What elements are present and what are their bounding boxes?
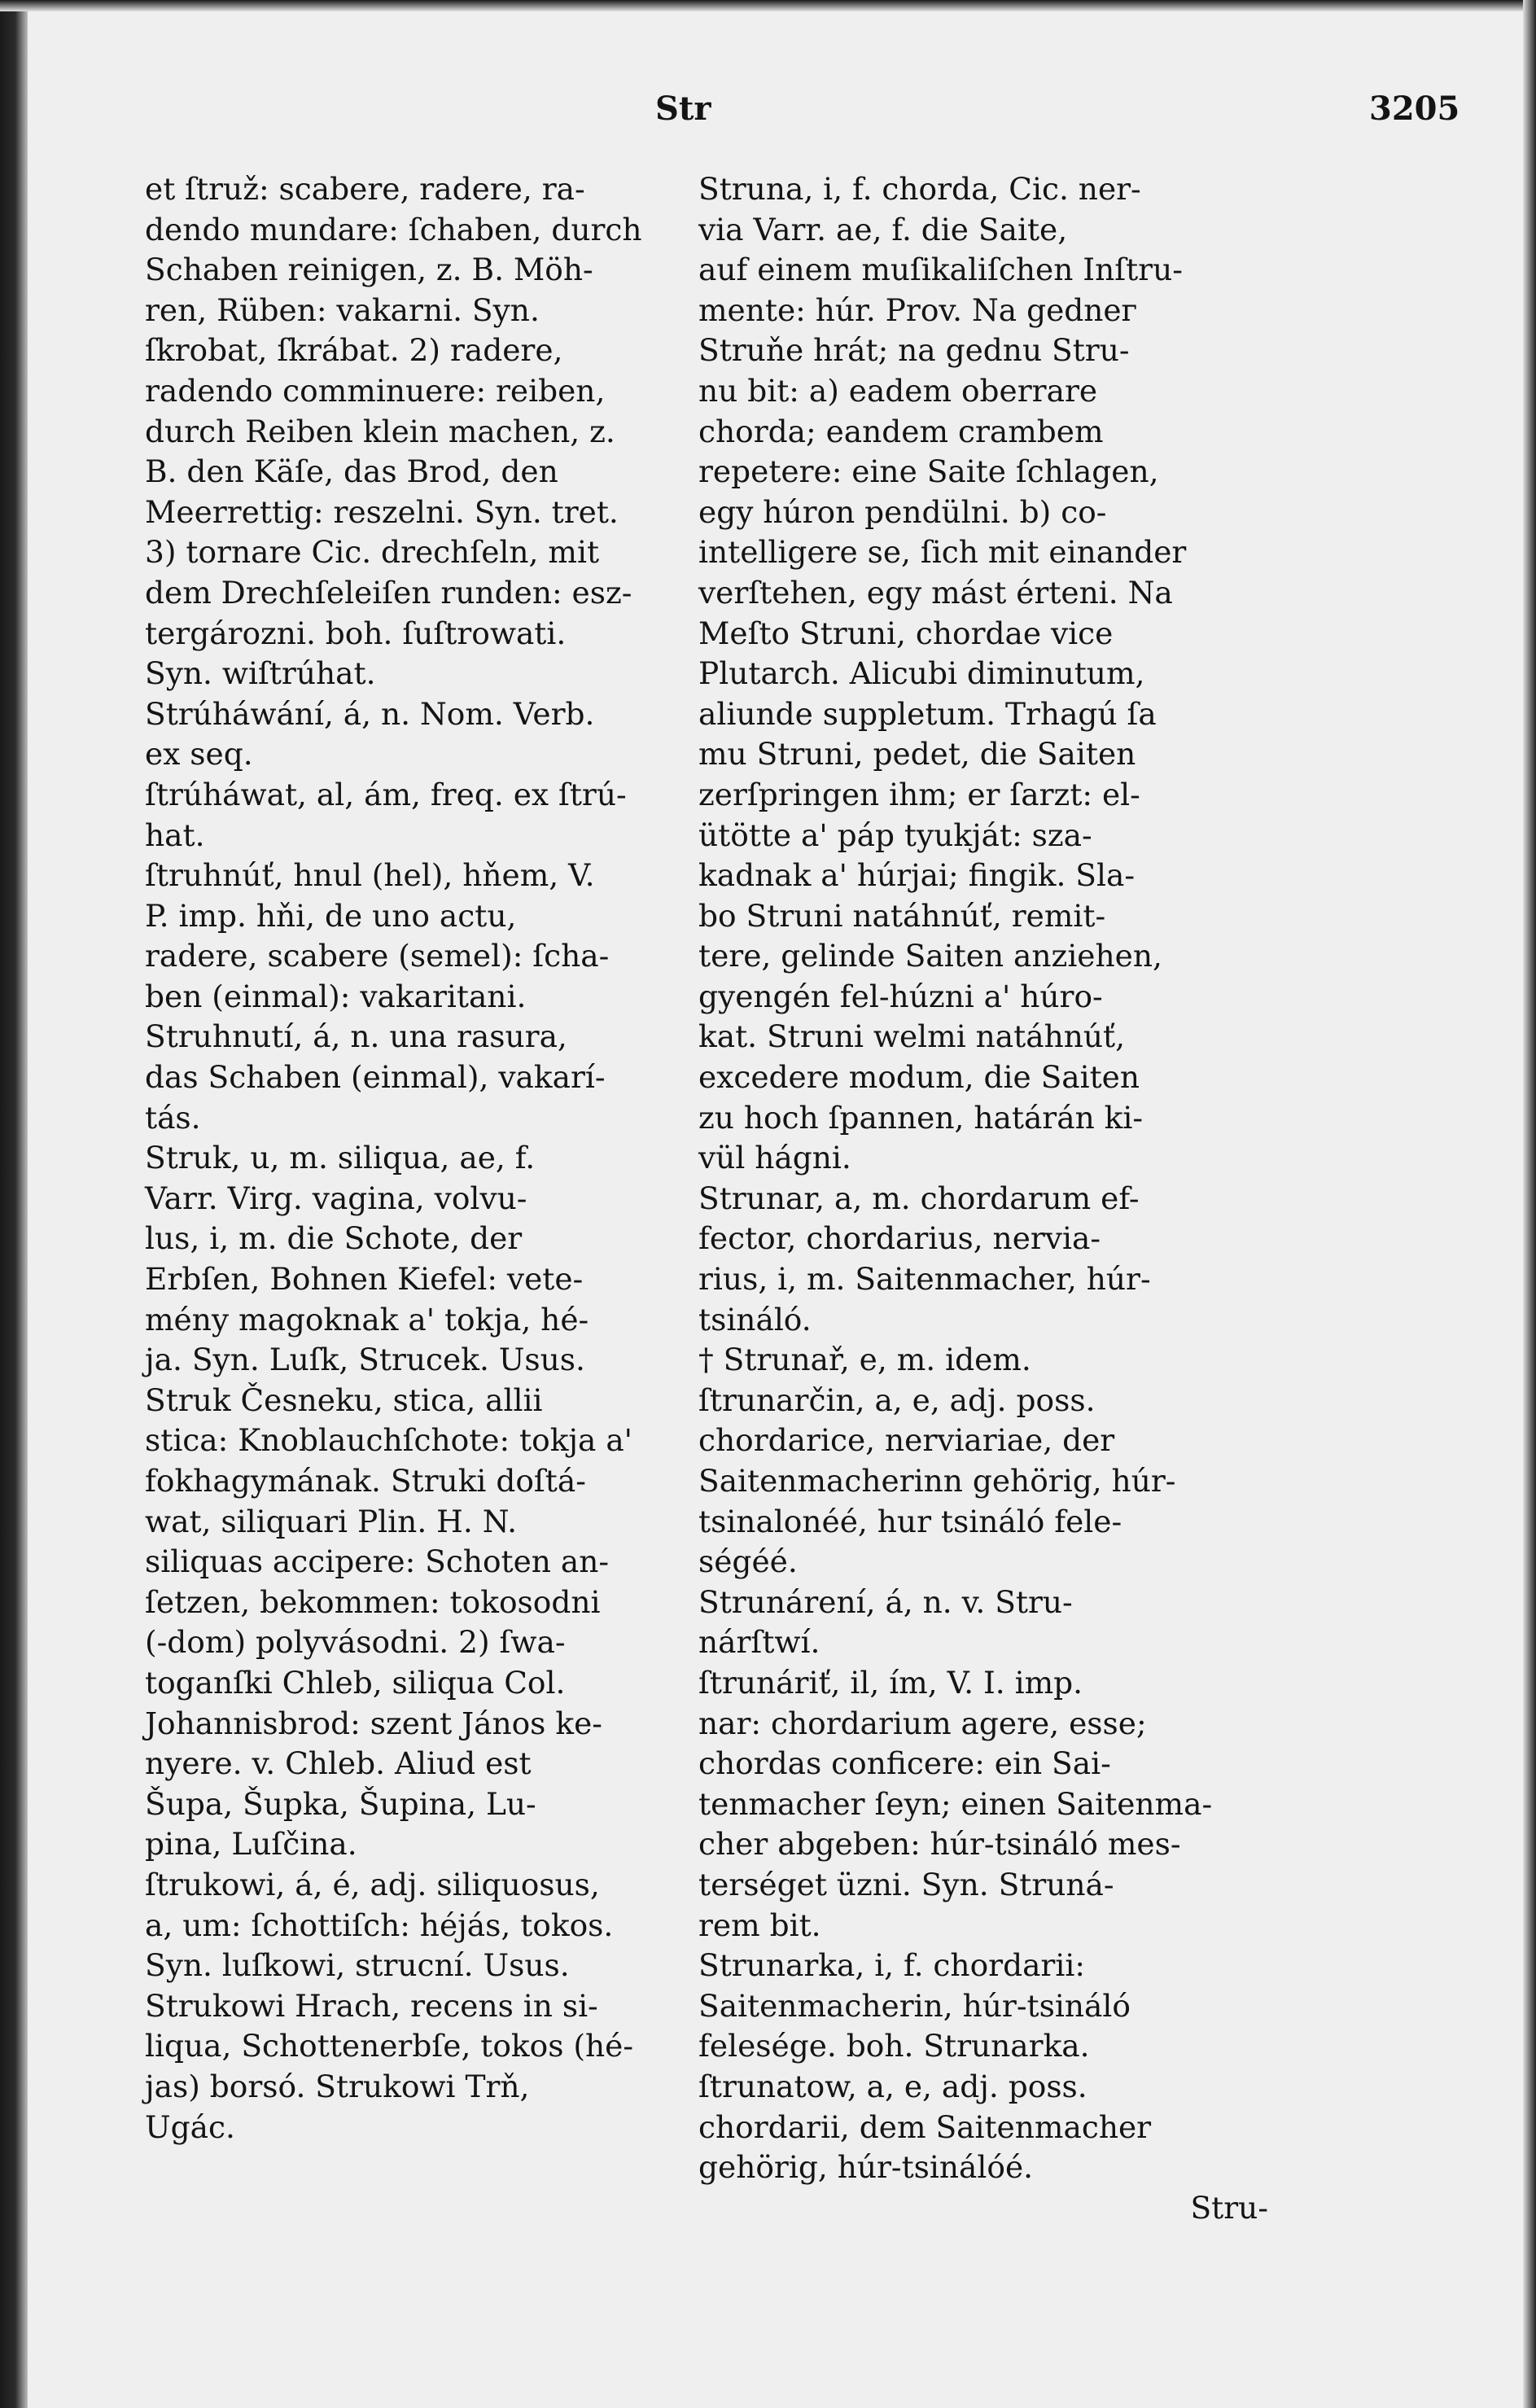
text-line: kat. Struni welmi natáhnúť, xyxy=(698,1018,1126,1055)
text-line: tsinalonéé, hur tsináló fele- xyxy=(698,1503,1122,1539)
text-line: intelligere se, ſich mit einander xyxy=(698,534,1187,571)
text-line: Erbſen, Bohnen Kiefel: vete- xyxy=(145,1261,584,1298)
text-line: mény magoknak a' tokja, hé- xyxy=(145,1301,589,1338)
text-line: B. den Käſe, das Brod, den xyxy=(145,453,558,490)
text-line: P. imp. hňi, de uno actu, xyxy=(145,897,517,934)
text-line: † Strunař, e, m. idem. xyxy=(698,1342,1031,1378)
text-line: ségéé. xyxy=(698,1543,798,1580)
text-line: radendo comminuere: reiben, xyxy=(145,372,606,409)
text-line: gyengén fel-húzni a' húro- xyxy=(698,978,1103,1014)
text-line: Šupa, Šupka, Šupina, Lu- xyxy=(145,1785,536,1822)
text-line: rem bit. xyxy=(698,1907,821,1943)
catchword: Stru- xyxy=(1190,2189,1268,2226)
text-line: jas) borsó. Strukowi Trň, xyxy=(145,2068,530,2104)
text-line: et ſtruž: scabere, radere, ra- xyxy=(145,171,585,207)
text-line: ſtruhnúť, hnul (hel), hňem, V. xyxy=(145,857,595,894)
text-line: ex seq. xyxy=(145,736,253,773)
text-line: tergározni. boh. ſuſtrowati. xyxy=(145,615,567,651)
text-line: nyere. v. Chleb. Aliud est xyxy=(145,1745,532,1782)
text-line: Struk, u, m. siliqua, ae, f. xyxy=(145,1140,536,1176)
text-line: repetere: eine Saite ſchlagen, xyxy=(698,453,1159,490)
text-line: bo Struni natáhnúť, remit- xyxy=(698,897,1106,934)
text-line: egy húron pendülni. b) co- xyxy=(698,493,1107,530)
text-line: ren, Rüben: vakarni. Syn. xyxy=(145,291,540,328)
text-line: ſtrúháwat, al, ám, freq. ex ſtrú- xyxy=(145,776,627,812)
text-line: chordarii, dem Saitenmacher xyxy=(698,2108,1152,2145)
text-line: Struňe hrát; na gednu Stru- xyxy=(698,332,1130,369)
text-line: nar: chordarium agere, esse; xyxy=(698,1705,1147,1741)
text-line: (-dom) polyvásodni. 2) ſwa- xyxy=(145,1624,566,1661)
text-line: ja. Syn. Luſk, Strucek. Usus. xyxy=(145,1342,585,1378)
text-line: toganſki Chleb, siliqua Col. xyxy=(145,1664,566,1701)
text-line: stica: Knoblauchſchote: tokja a' xyxy=(145,1422,632,1459)
text-line: ütötte a' páp tyukját: sza- xyxy=(698,817,1092,853)
text-line: felesége. boh. Strunarka. xyxy=(698,2028,1090,2064)
text-line: ſtrunatow, a, e, adj. poss. xyxy=(698,2068,1087,2104)
text-line: radere, scabere (semel): ſcha- xyxy=(145,938,610,974)
text-line: ſkrobat, ſkrábat. 2) radere, xyxy=(145,332,563,369)
text-line: zu hoch ſpannen, határán ki- xyxy=(698,1099,1144,1136)
text-line: tsináló. xyxy=(698,1301,812,1338)
text-line: chordas conficere: ein Sai- xyxy=(698,1745,1111,1782)
page-number: 3205 xyxy=(1369,90,1460,128)
text-line: 3) tornare Cic. drechſeln, mit xyxy=(145,534,600,571)
text-line: Saitenmacherin, húr-tsináló xyxy=(698,1987,1131,2024)
text-line: Strunarka, i, f. chordarii: xyxy=(698,1947,1085,1984)
text-line: mu Struni, pedet, die Saiten xyxy=(698,736,1136,773)
text-line: fector, chordarius, nervia- xyxy=(698,1220,1101,1257)
text-line: das Schaben (einmal), vakarí- xyxy=(145,1059,606,1096)
text-line: Saitenmacherinn gehörig, húr- xyxy=(698,1463,1176,1499)
text-line: Meſto Struni, chordae vice xyxy=(698,615,1114,651)
text-line: chorda; eandem crambem xyxy=(698,413,1104,449)
right-column xyxy=(698,169,1268,2228)
text-line: a, um: ſchottiſch: héjás, tokos. xyxy=(145,1907,614,1943)
text-line: cher abgeben: húr-tsináló mes- xyxy=(698,1826,1181,1863)
text-line: dem Drechſeleiſen runden: esz- xyxy=(145,574,632,611)
text-line: Struk Česneku, stica, allii xyxy=(145,1381,543,1418)
text-line: tere, gelinde Saiten anziehen, xyxy=(698,938,1162,974)
text-line: Syn. luſkowi, strucní. Usus. xyxy=(145,1947,570,1984)
text-line: Meerrettig: reszelni. Syn. tret. xyxy=(145,493,619,530)
text-line: nu bit: a) eadem oberrare xyxy=(698,372,1098,409)
text-line: hat. xyxy=(145,817,205,853)
text-line: siliquas accipere: Schoten an- xyxy=(145,1543,610,1580)
text-line: durch Reiben klein machen, z. xyxy=(145,413,615,449)
text-line: tás. xyxy=(145,1099,201,1136)
text-line: Strukowi Hrach, recens in si- xyxy=(145,1987,598,2024)
text-line: auf einem muſikaliſchen Inſtru- xyxy=(698,252,1183,288)
text-line: wat, siliquari Plin. H. N. xyxy=(145,1503,518,1539)
text-line: Schaben reinigen, z. B. Möh- xyxy=(145,252,593,288)
text-line: Strunárení, á, n. v. Stru- xyxy=(698,1583,1073,1620)
text-line: fokhagymának. Struki doſtá- xyxy=(145,1463,586,1499)
text-line: ſetzen, bekommen: tokosodni xyxy=(145,1583,601,1620)
text-line: chordarice, nerviariae, der xyxy=(698,1422,1115,1459)
text-line: vül hágni. xyxy=(698,1140,851,1176)
text-line: nárſtwí. xyxy=(698,1624,821,1661)
text-line: dendo mundare: ſchaben, durch xyxy=(145,211,642,247)
text-line: ben (einmal): vakaritani. xyxy=(145,978,527,1014)
text-line: ſtrunáriť, il, ím, V. I. imp. xyxy=(698,1664,1083,1701)
header-guide-word: Str xyxy=(655,90,711,128)
text-line: excedere modum, die Saiten xyxy=(698,1059,1140,1096)
text-line: Plutarch. Alicubi diminutum, xyxy=(698,655,1145,692)
text-line: Ugác. xyxy=(145,2108,235,2145)
text-line: ſtrunarčin, a, e, adj. poss. xyxy=(698,1381,1096,1418)
text-line: rius, i, m. Saitenmacher, húr- xyxy=(698,1261,1151,1298)
text-line: tenmacher ſeyn; einen Saitenma- xyxy=(698,1785,1213,1822)
text-line: terséget üzni. Syn. Struná- xyxy=(698,1866,1114,1902)
text-line: via Varr. ae, f. die Saite, xyxy=(698,211,1068,247)
text-line: Varr. Virg. vagina, volvu- xyxy=(145,1180,527,1216)
text-line: aliunde suppletum. Trhagú ſa xyxy=(698,695,1157,732)
page-right-edge xyxy=(1523,0,1536,2408)
page-top-edge xyxy=(0,0,1536,11)
text-line: ſtrukowi, á, é, adj. siliquosus, xyxy=(145,1866,600,1902)
text-line: Strunar, a, m. chordarum ef- xyxy=(698,1180,1140,1216)
text-line: liqua, Schottenerbſe, tokos (hé- xyxy=(145,2028,634,2064)
text-line: Struhnutí, á, n. una rasura, xyxy=(145,1018,567,1055)
text-line: kadnak a' húrjai; fingik. Sla- xyxy=(698,857,1136,894)
text-line: zerſpringen ihm; er ſarzt: el- xyxy=(698,776,1140,812)
book-spine-shadow xyxy=(0,0,28,2408)
text-line: Syn. wiſtrúhat. xyxy=(145,655,376,692)
text-line: Johannisbrod: szent János ke- xyxy=(145,1705,602,1741)
text-line: pina, Luſčina. xyxy=(145,1826,357,1863)
text-line: verſtehen, egy mást érteni. Na xyxy=(698,574,1173,611)
left-column xyxy=(145,169,715,2147)
text-line: gehörig, húr-tsinálóé. xyxy=(698,2149,1034,2186)
text-line: lus, i, m. die Schote, der xyxy=(145,1220,523,1257)
text-line: Struna, i, f. chorda, Cic. ner- xyxy=(698,171,1141,207)
text-line: mente: húr. Prov. Na gednег xyxy=(698,291,1138,328)
text-line: Strúháwání, á, n. Nom. Verb. xyxy=(145,695,595,732)
